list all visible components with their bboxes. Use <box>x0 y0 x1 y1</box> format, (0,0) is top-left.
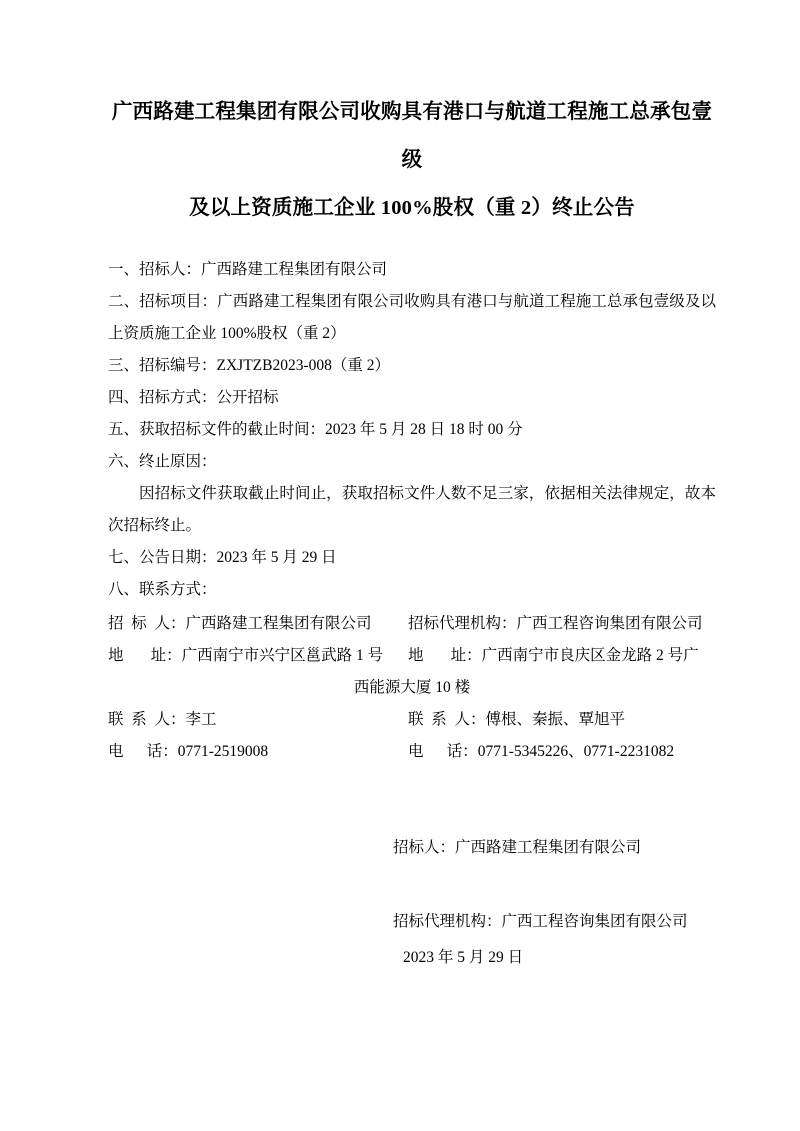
contact-address-wrap: 西能源大厦 10 楼 <box>353 679 471 696</box>
contact-left-phone-label: 电 话： <box>108 743 178 760</box>
paragraph-contact-heading: 八、联系方式： <box>108 581 217 598</box>
title-line-2: 及以上资质施工企业 100%股权（重 2）终止公告 <box>189 197 635 219</box>
contact-left-tenderer-label: 招 标 人： <box>108 615 186 632</box>
contact-right-agency-label: 招标代理机构： <box>408 615 517 632</box>
contact-left-tenderer <box>108 608 408 640</box>
contact-left-address-label: 地 址： <box>108 647 182 664</box>
contact-right-agency <box>408 608 716 640</box>
contact-right-address-label: 地 址： <box>408 647 482 664</box>
paragraph-bid-number: 三、招标编号：ZXJTZB2023-008（重 2） <box>108 357 391 374</box>
paragraph-termination-heading: 六、终止原因： <box>108 453 217 470</box>
signature-date: 2023 年 5 月 29 日 <box>403 949 524 966</box>
contact-row-person <box>108 608 716 640</box>
contact-left-phone <box>108 736 408 768</box>
contact-right-address <box>408 640 716 672</box>
contact-right-person-label: 联 系 人： <box>408 711 486 728</box>
contact-right-phone-value: 0771-5345226、0771-2231082 <box>477 743 675 760</box>
contact-row-contact-person <box>108 704 716 736</box>
paragraph-termination-reason: 因招标文件获取截止时间止，获取招标文件人数不足三家，依据相关法律规定，故本次招标终止。 <box>108 485 716 534</box>
contact-left-person-label: 联 系 人： <box>108 711 186 728</box>
paragraph-deadline: 五、获取招标文件的截止时间：2023 年 5 月 28 日 18 时 00 分 <box>108 421 523 438</box>
contact-left-address-value: 广西南宁市兴宁区邕武路 1 号 <box>181 647 384 664</box>
contact-right-phone <box>408 736 716 768</box>
page-title <box>108 88 716 232</box>
paragraph-tenderer: 一、招标人：广西路建工程集团有限公司 <box>108 261 388 278</box>
contact-left-tenderer-value: 广西路建工程集团有限公司 <box>185 615 372 632</box>
paragraph-notice-date: 七、公告日期：2023 年 5 月 29 日 <box>108 549 337 566</box>
contact-right-agency-value: 广西工程咨询集团有限公司 <box>516 615 703 632</box>
contact-right-person <box>408 704 716 736</box>
contact-right-person-value: 傅根、秦振、覃旭平 <box>485 711 626 728</box>
signature-agency: 招标代理机构：广西工程咨询集团有限公司 <box>393 913 688 930</box>
contact-table <box>108 608 716 768</box>
document-body <box>108 254 716 976</box>
contact-left-phone-value: 0771-2519008 <box>177 743 269 760</box>
signature-tenderer: 招标人：广西路建工程集团有限公司 <box>393 839 642 856</box>
title-line-1: 广西路建工程集团有限公司收购具有港口与航道工程施工总承包壹级 <box>111 101 713 171</box>
contact-left-address <box>108 640 408 672</box>
contact-right-phone-label: 电 话： <box>408 743 478 760</box>
contact-left-person-value: 李工 <box>185 711 217 728</box>
contact-row-phone <box>108 736 716 768</box>
contact-row-address <box>108 640 716 672</box>
paragraph-bid-method: 四、招标方式：公开招标 <box>108 389 279 406</box>
contact-left-person <box>108 704 408 736</box>
contact-right-address-value: 广西南宁市良庆区金龙路 2 号广 <box>481 647 699 664</box>
signature-block <box>108 830 716 976</box>
paragraph-project: 二、招标项目：广西路建工程集团有限公司收购具有港口与航道工程施工总承包壹级及以上资质施工企业 100%股权（重 2） <box>108 293 716 342</box>
